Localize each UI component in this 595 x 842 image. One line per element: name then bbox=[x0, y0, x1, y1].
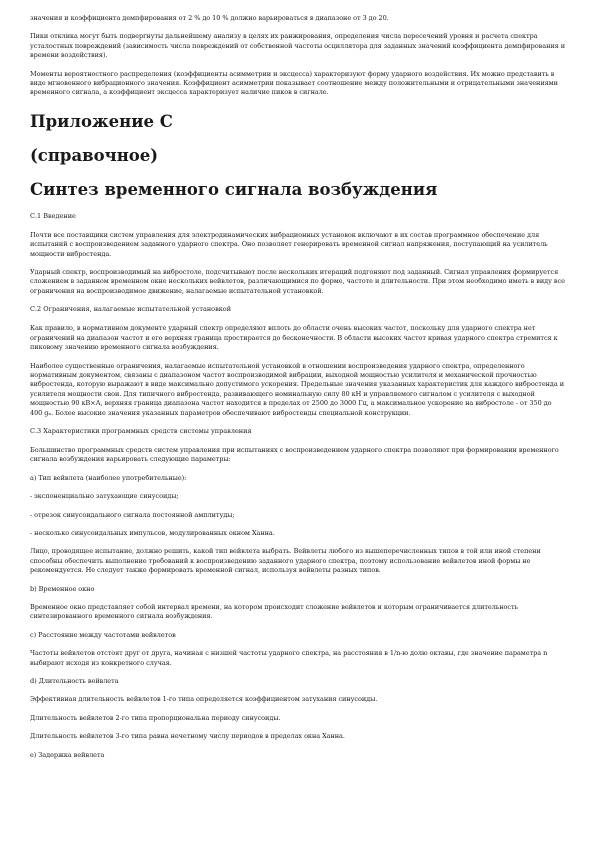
paragraph: Лицо, проводящее испытание, должно решить, какой тип вейвлета выбрать. Вейвлеты любого из вышеперечисленных типов в той или иной степени способны обеспечить выполнение требований к воспроизведению заданного ударного спектра, поэтому использование вейвлетов иной формы не рекомендуется. Не следует также формировать временной сигнал, используя вейвлеты разных типов. bbox=[30, 547, 541, 575]
section-heading-c2: С.2 Ограничения, налагаемые испытательной установкой bbox=[30, 305, 232, 314]
paragraph: Почти все поставщики систем управления для электродинамических вибрационных установок включают в их состав программное обеспечение для испытаний с воспроизведением заданного ударного спектра. Оно позволяет генерировать временной сигнал напряжения, поступающий на усилитель мощности вибростенда. bbox=[30, 230, 548, 258]
appendix-heading: Синтез временного сигнала возбуждения bbox=[30, 179, 438, 199]
subsection-heading-c: с) Расстояние между частотами вейвлетов bbox=[30, 630, 176, 639]
paragraph: значения и коэффициента демпфирования от 2 % до 10 % должно варьироваться в диапазоне от 3 до 20. bbox=[30, 14, 389, 22]
subsection-heading-a: а) Тип вейвлета (наиболее употребительные): bbox=[30, 473, 187, 482]
list-item: - несколько синусоидальных импульсов, модулированных окном Ханна. bbox=[30, 528, 275, 537]
appendix-subtitle: (справочное) bbox=[30, 145, 159, 165]
list-item: - экспоненциально затухающие синусоиды; bbox=[30, 492, 179, 501]
paragraph: Как правило, в нормативном документе ударный спектр определяют вплоть до области очень высоких частот, поскольку для ударного спектра нет ограничений на диапазон частот и его верхняя граница простирается до бесконечности. В области высоких частот кривая ударного спектра стремится к пиковому значению временного сигнала возбуждения. bbox=[30, 324, 558, 352]
paragraph: Пики отклика могут быть подвергнуты дальнейшему анализу в целях их ранжирования, определения числа пересечений уровня и расчета спектра усталостных повреждений (зависимость числа повреждений от собственной частоты осциллятора для заданных значений коэффициента демпфирования и времени воздействия). bbox=[30, 32, 565, 60]
subsection-heading-e: е) Задержка вейвлета bbox=[30, 750, 105, 759]
paragraph: Ударный спектр, воспроизводимый на вибростоле, подсчитывают после нескольких итераций подгоняют под заданный. Сигнал управления формируется сложением в заданном временном окне нескольких вейвлетов, различающимися по форме, частоте и длительности. При этом необходимо иметь в виду все ограничения на воспроизводимое движение, налагаемые испытательной установкой. bbox=[30, 268, 565, 295]
list-item: - отрезок синусоидального сигнала постоянной амплитуды; bbox=[30, 510, 235, 519]
subsection-heading-b: b) Временное окно bbox=[30, 584, 95, 593]
section-heading-c3: С.3 Характеристики программных средств системы управления bbox=[30, 426, 252, 435]
paragraph: Эффективная длительность вейвлетов 1-го типа определяется коэффициентом затухания синусоиды. bbox=[30, 695, 378, 704]
appendix-title: Приложение С bbox=[30, 111, 173, 131]
paragraph: Длительность вейвлетов 2-го типа пропорциональна периоду синусоиды. bbox=[30, 713, 281, 722]
paragraph: Частоты вейвлетов отстоят друг от друга, начиная с низшей частоты ударного спектра, на расстояния в 1/n-ю долю октавы, где значение параметра n выбирают исходя из конкретного случая. bbox=[30, 649, 548, 667]
paragraph: Наиболее существенные ограничения, налагаемые испытательной установкой в отношении воспроизведения ударного спектра, определенного нормативным документом, связаны с диапазоном частот воспроизводимой вибрации, выходной мощностью усилителя и механической прочностью вибростенда, которую выражают в виде максимально допустимого ускорения. Предельные значения указанных характеристик для каждого вибростенда и усилителя мощности свои. Для типичного вибростенда, развивающего номинальную силу 80 кН и управляемого сигналом с усилителя с выходной мощностью 90 кВ×А, верхняя граница диапазона частот находится в пределах от 2500 до 3000 Гц, а максимальное ускорение на вибростоле - от 350 до 400 gₙ. Более высокие значения указанных параметров обеспечивают вибростенды специальной конструкции. bbox=[30, 361, 564, 417]
section-heading-c1: С.1 Введение bbox=[30, 211, 76, 220]
paragraph: Временное окно представляет собой интервал времени, на котором происходит сложение вейвлетов и которым ограничивается длительность синтезированного временного сигнала возбуждения. bbox=[30, 603, 519, 621]
subsection-heading-d: d) Длительность вейвлета bbox=[30, 677, 119, 686]
paragraph: Моменты вероятностного распределения (коэффициенты асимметрии и эксцесса) характеризуют форму ударного воздействия. Их можно представить в виде мгновенного вибрационного значения. Коэффициент асимметрии показывает соотношение между положительными и отрицательными значениями временного сигнала, а коэффициент эксцесса характеризует наличие пиков в сигнале. bbox=[30, 69, 558, 97]
paragraph: Длительность вейвлетов 3-го типа равна нечетному числу периодов в пределах окна Ханна. bbox=[30, 732, 345, 741]
paragraph: Большинство программных средств систем управления при испытаниях с воспроизведением ударного спектра позволяют при формировании временного сигнала возбуждения варьировать следующие параметры: bbox=[30, 445, 559, 464]
